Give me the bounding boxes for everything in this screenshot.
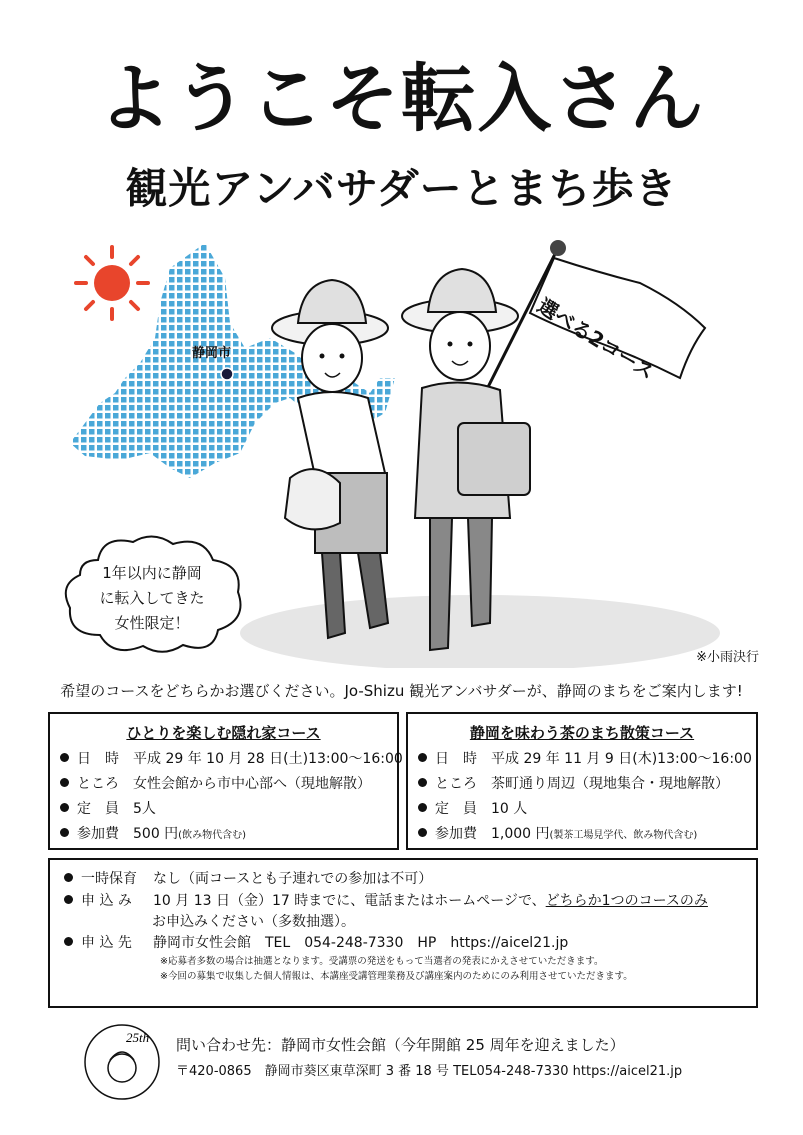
- course-row-capacity: 定 員 5人: [50, 797, 397, 822]
- eligibility-text: [72, 561, 232, 636]
- course-title: ひとりを楽しむ隠れ家コース: [126, 724, 321, 742]
- bullet-icon: [60, 828, 69, 837]
- intro-text: 希望のコースをどちらかお選びください。Jo-Shizu 観光アンバサダーが、静岡のまちをご案内します!: [60, 682, 743, 700]
- bullet-icon: [418, 803, 427, 812]
- contact-line: 問い合わせ先：静岡市女性会館（今年開館 25 周年を迎えました）: [176, 1036, 625, 1054]
- bullet-icon: [418, 828, 427, 837]
- page-title: ようこそ転入さん: [97, 56, 706, 142]
- course-box-tea: [406, 712, 758, 850]
- address-line: 〒420-0865 静岡市葵区東草深町 3 番 18 号 TEL054-248-7330 https://aicel21.jp: [176, 1064, 683, 1079]
- info-destination: 申 込 先 静岡市女性会館 TEL 054-248-7330 HP https://aicel21.jp: [50, 932, 756, 954]
- cloud-line: に転入してきた: [99, 589, 205, 607]
- bullet-icon: [418, 753, 427, 762]
- course-row-fee: 参加費 1,000 円(製茶工場見学代、飲み物代含む): [408, 822, 756, 848]
- info-note: ※今回の募集で収集した個人情報は、本講座受講管理業務及び講座案内のためにのみ利用させていただきます。: [160, 971, 633, 982]
- bullet-icon: [64, 937, 73, 946]
- cloud-line: 女性限定！: [114, 614, 190, 632]
- course-row-fee: 参加費 500 円(飲み物代含む): [50, 822, 397, 848]
- page-subtitle: 観光アンバサダーとまち歩き: [125, 164, 678, 213]
- course-row-capacity: 定 員 10 人: [408, 797, 756, 822]
- bullet-icon: [60, 753, 69, 762]
- course-row-place: ところ 女性会館から市中心部へ（現地解散）: [50, 772, 397, 797]
- bullet-icon: [418, 778, 427, 787]
- anniversary-logo: [82, 1022, 162, 1102]
- flag-label: 選べる2コース: [533, 293, 659, 385]
- city-label: 静岡市: [192, 346, 232, 361]
- cloud-line: 1年以内に静岡: [102, 564, 202, 582]
- logo-text: 25th: [126, 1030, 150, 1045]
- bullet-icon: [64, 873, 73, 882]
- rain-note: ※小雨決行: [696, 650, 759, 665]
- info-apply-line2: お申込みください（多数抽選）。: [152, 914, 355, 930]
- sun-icon: [76, 247, 148, 319]
- course-title: 静岡を味わう茶のまち散策コース: [469, 724, 695, 742]
- course-row-date: 日 時 平成 29 年 11 月 9 日(木)13:00～16:00: [408, 747, 756, 772]
- course-row-date: 日 時 平成 29 年 10 月 28 日(土)13:00～16:00: [50, 747, 397, 772]
- info-note: ※応募者多数の場合は抽選となります。受講票の発送をもって当選者の発表にかえさせていただきます。: [160, 956, 604, 967]
- bullet-icon: [64, 895, 73, 904]
- course-box-hideaway: [48, 712, 403, 850]
- info-apply: 申 込 み 10 月 13 日（金）17 時までに、電話またはホームページで、どちらか1つのコースのみ: [50, 890, 756, 912]
- bullet-icon: [60, 803, 69, 812]
- application-info-box: [48, 858, 758, 1008]
- course-row-place: ところ 茶町通り周辺（現地集合・現地解散）: [408, 772, 756, 797]
- bullet-icon: [60, 778, 69, 787]
- info-childcare: 一時保育 なし（両コースとも子連れでの参加は不可）: [50, 868, 756, 890]
